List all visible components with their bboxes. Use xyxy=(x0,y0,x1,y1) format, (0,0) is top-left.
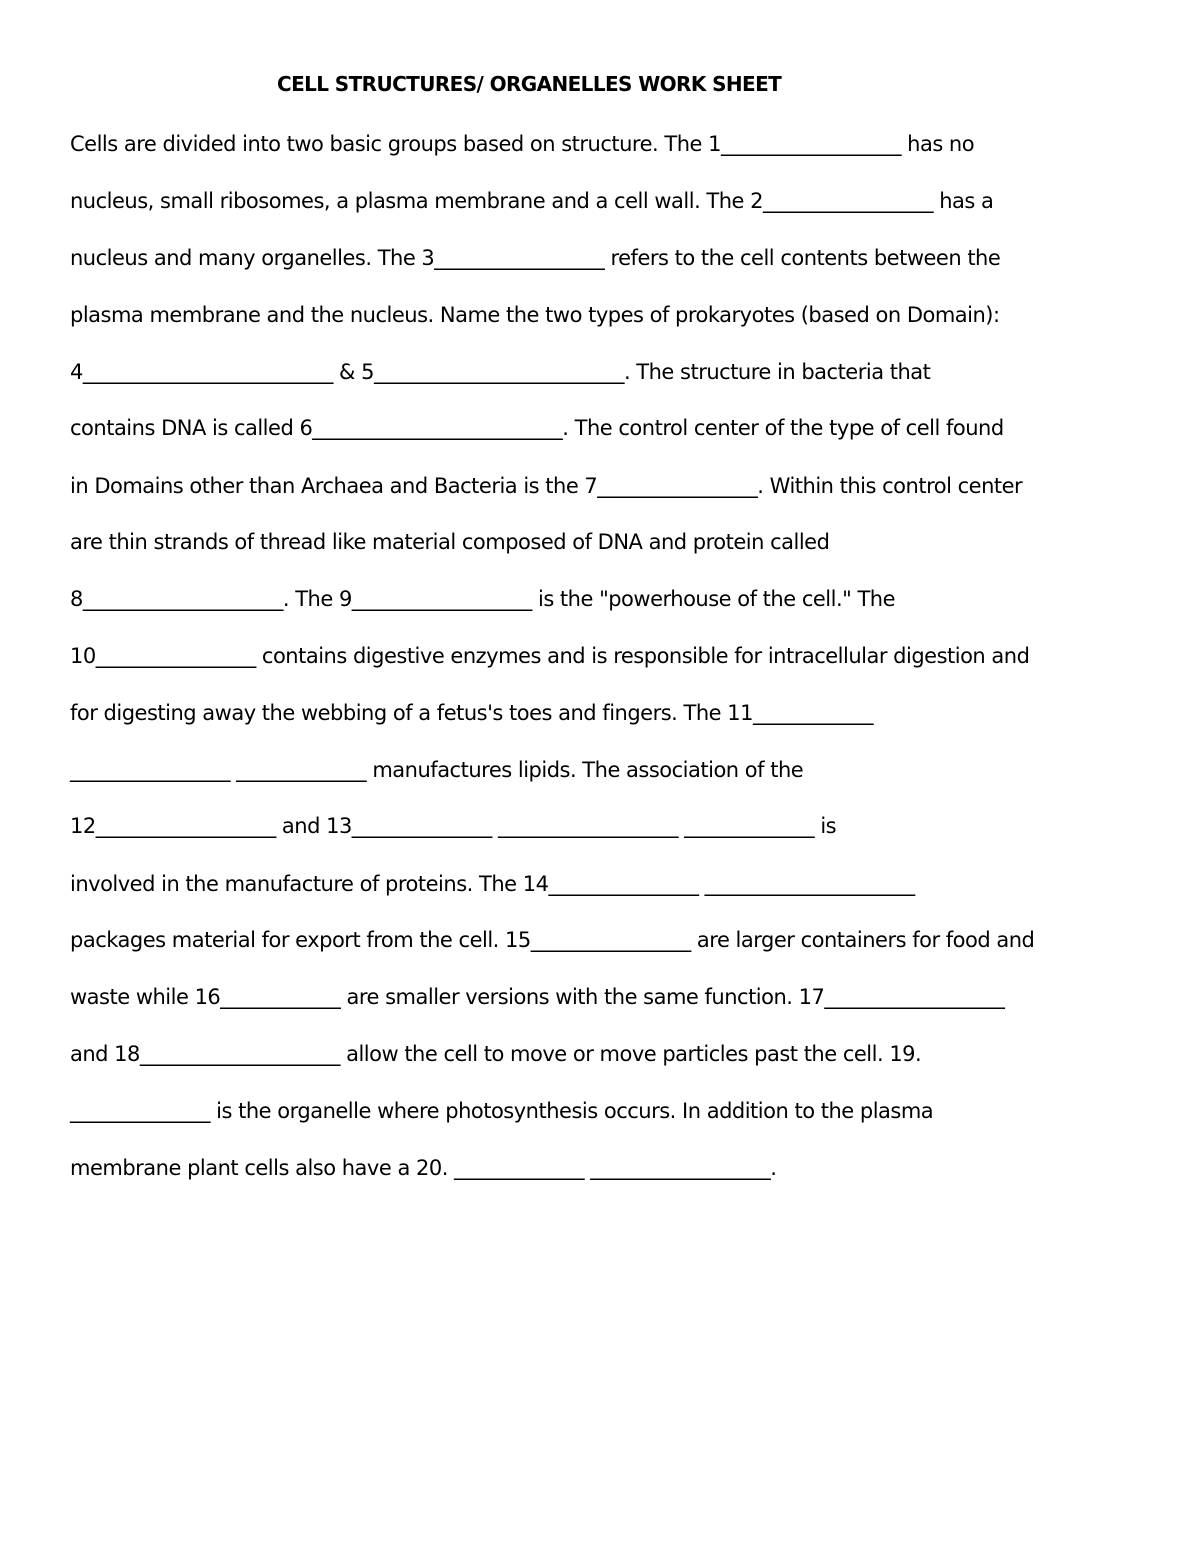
page-title: CELL STRUCTURES/ ORGANELLES WORK SHEET xyxy=(277,72,782,96)
text-line: 10________________ contains digestive enzymes and is responsible for intracellular digestion and xyxy=(70,644,1030,668)
text-line: 12__________________ and 13______________ __________________ _____________ is xyxy=(70,814,837,838)
text-line: ________________ _____________ manufactures lipids. The association of the xyxy=(70,758,804,782)
text-line: plasma membrane and the nucleus. Name the two types of prokaryotes (based on Domain): xyxy=(70,303,1000,327)
text-line: ______________ is the organelle where photosynthesis occurs. In addition to the plasma xyxy=(70,1099,934,1123)
text-line: waste while 16____________ are smaller versions with the same function. 17__________________ xyxy=(70,985,1005,1009)
text-line: involved in the manufacture of proteins. The 14_______________ _____________________ xyxy=(70,872,915,896)
text-line: Cells are divided into two basic groups based on structure. The 1__________________ has no xyxy=(70,132,975,156)
text-line: nucleus and many organelles. The 3_________________ refers to the cell contents between the xyxy=(70,246,1001,270)
text-line: for digesting away the webbing of a fetus's toes and fingers. The 11____________ xyxy=(70,701,873,725)
text-line: contains DNA is called 6_________________________. The control center of the type of cell found xyxy=(70,416,1004,440)
text-line: packages material for export from the cell. 15________________ are larger containers for food and xyxy=(70,928,1035,952)
text-line: 8____________________. The 9__________________ is the "powerhouse of the cell." The xyxy=(70,587,896,611)
text-line: membrane plant cells also have a 20. _____________ __________________. xyxy=(70,1156,777,1180)
text-line: nucleus, small ribosomes, a plasma membrane and a cell wall. The 2_________________ has a xyxy=(70,189,994,213)
text-line: 4_________________________ & 5_________________________. The structure in bacteria that xyxy=(70,360,931,384)
text-line: and 18____________________ allow the cell to move or move particles past the cell. 19. xyxy=(70,1042,922,1066)
text-line: in Domains other than Archaea and Bacteria is the 7________________. Within this control center xyxy=(70,474,1023,498)
text-line: are thin strands of thread like material composed of DNA and protein called xyxy=(70,530,830,554)
